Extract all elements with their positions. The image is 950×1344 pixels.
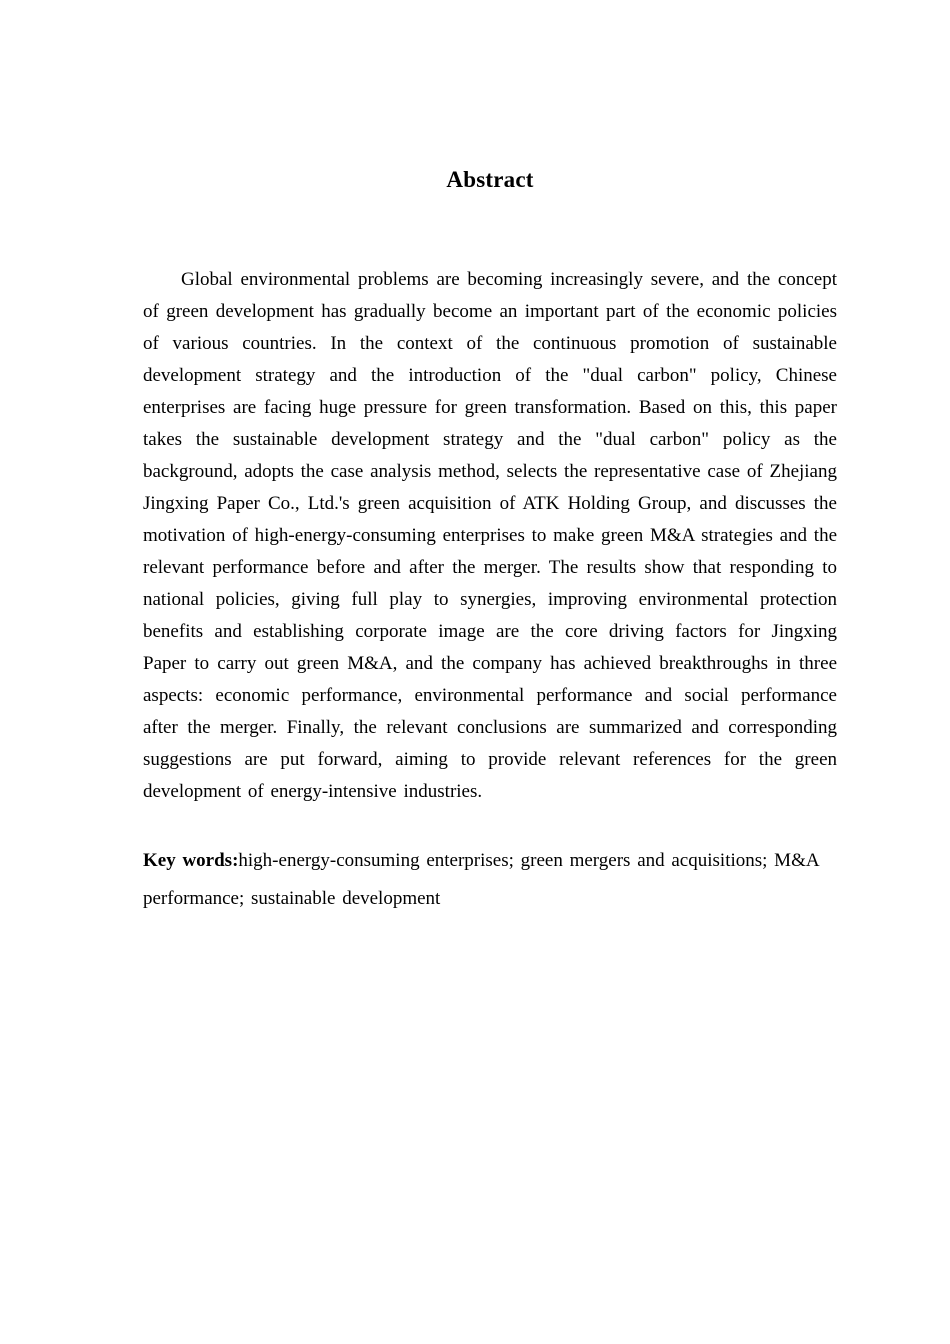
abstract-paragraph: Global environmental problems are becoming increasingly severe, and the concept of green development has gradually become an important part of the economic policies of various countries. In the context of the continuous promotion of sustainable development strategy and the introduction of the "dual carbon" policy, Chinese enterprises are facing huge pressure for green transformation. Based on this, this paper takes the sustainable development strategy and the "dual carbon" policy as the background, adopts the case analysis method, selects the representative case of Zhejiang Jingxing Paper Co., Ltd.'s green acquisition of ATK Holding Group, and discusses the motivation of high-energy-consuming enterprises to make green M&A strategies and the relevant performance before and after the merger. The results show that responding to national policies, giving full play to synergies, improving environmental protection benefits and establishing corporate image are the core driving factors for Jingxing Paper to carry out green M&A, and the company has achieved breakthroughs in three aspects: economic performance, environmental performance and social performance after the merger. Finally, the relevant conclusions are summarized and corresponding suggestions are put forward, aiming to provide relevant references for the green development of energy-intensive industries. [143, 269, 837, 802]
keywords-text: high-energy-consuming enterprises; green mergers and acquisitions; M&A performance; sustainable development [143, 850, 819, 909]
keywords-line [143, 842, 837, 918]
keywords-label: Key words: [143, 850, 239, 871]
page-title: Abstract [446, 167, 534, 192]
